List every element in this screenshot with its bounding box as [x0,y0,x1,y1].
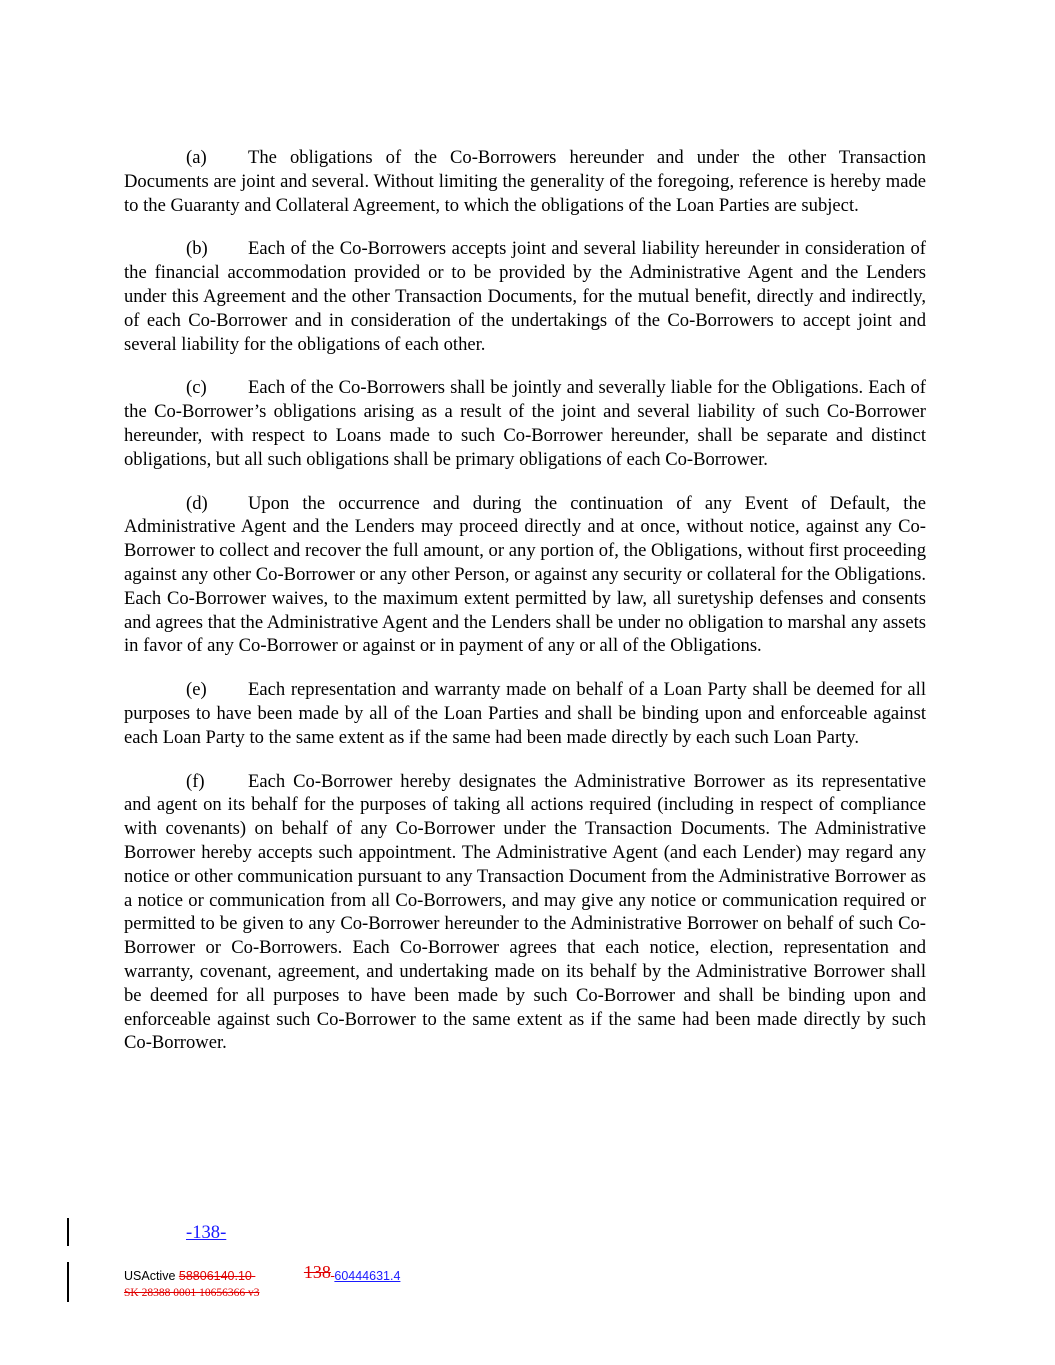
change-bar [67,1262,69,1302]
footer-doc-id [124,1262,401,1284]
footer-sk-ref [124,1286,259,1300]
paragraph-f [124,770,926,1056]
footer-deleted-sk-ref: SK 28388 0001 10656366 v3 [124,1287,260,1299]
paragraph-text: Each Co-Borrower hereby designates the Administrative Borrower as its representative and agent on its behalf for the purposes of taking all actions required (including in respect of compliance with covenants) on behalf of any Co-Borrower under the Transaction Documents. The Administrative Borrower hereby accepts such appointment. The Administrative Agent (and each Lender) may regard any notice or other communication pursuant to any Transaction Document from the Administrative Borrower as a notice or communication from all Co-Borrowers, and may give any notice or communication required or permitted to be given to any Co-Borrower hereunder to the Administrative Borrower on behalf of such Co-Borrower or Co-Borrowers. Each Co-Borrower agrees that each notice, election, representation and warranty, covenant, agreement, and undertaking made on its behalf by the Administrative Borrower shall be deemed for all purposes to have been made by such Co-Borrower and shall be binding upon and enforceable against such Co-Borrower to the same extent as if the same had been made directly by such Co-Borrower. [124,770,926,1054]
body-text [124,146,926,1075]
footer-deleted-doc-id: 58806140.10 [178,1269,252,1283]
footer-deleted-gap [252,1268,304,1284]
paragraph-label: (e) [186,679,207,701]
paragraph-label: (d) [186,492,208,514]
paragraph-text: Each of the Co-Borrowers shall be jointly and severally liable for the Obligations. Each of the Co-Borrower’s obligations arising as a result of the joint and several liability of such Co-Borrower hereunder, with respect to Loans made to such Co-Borrower hereunder, shall be separate and distinct obligations, but all such obligations shall be primary obligations of each Co-Borrower. [124,377,926,470]
footer-prefix: USActive [124,1269,176,1283]
paragraph-text: The obligations of the Co-Borrowers hereunder and under the other Transaction Documents are joint and several. Without limiting the generality of the foregoing, reference is hereby made to the Guaranty and Collateral Agreement, to which the obligations of the Loan Parties are subject. [124,147,926,216]
paragraph-c [124,376,926,471]
paragraph-label: (c) [186,377,207,399]
page-number-text: -138- [186,1222,227,1243]
paragraph-label: (f) [186,770,205,792]
page-number [124,1222,226,1244]
footer-inserted-doc-id: 60444631.4 [334,1269,401,1283]
paragraph-text: Upon the occurrence and during the continuation of any Event of Default, the Administrative Agent and the Lenders may proceed directly and at once, without notice, against any Co- Borrower to collect and recover the full amount, or any portion of, the Obligations, without first proceeding against any other Co-Borrower or any other Person, or against any security or collateral for the Obligations. Each Co-Borrower waives, to the maximum extent permitted by law, all suretyship defenses and consents and agrees that the Administrative Agent and the Lenders shall be under no obligation to marshal any assets in favor of any Co-Borrower or against or in payment of any or all of the Obligations. [124,492,926,657]
paragraph-text: Each of the Co-Borrowers accepts joint and several liability hereunder in consideration of the financial accommodation provided or to be provided by the Administrative Agent and the Lenders under this Agreement and the other Transaction Documents, for the mutual benefit, directly and indirectly, of each Co-Borrower and in consideration of the undertakings of the Co-Borrowers to accept joint and several liability for the obligations of each other. [124,238,926,355]
paragraph-label: (a) [186,147,207,168]
paragraph-e [124,678,926,749]
paragraph-text: Each representation and warranty made on behalf of a Loan Party shall be deemed for all purposes to have been made by all of the Loan Parties and shall be binding upon and enforceable against each Loan Party to the same extent as if the same had been made directly by each such Loan Party. [124,679,926,748]
change-bar [67,1218,69,1246]
footer-deleted-page: 138 [303,1262,331,1282]
paragraph-a [124,146,926,217]
paragraph-label: (b) [186,238,208,260]
paragraph-d [124,492,926,659]
paragraph-b [124,237,926,356]
